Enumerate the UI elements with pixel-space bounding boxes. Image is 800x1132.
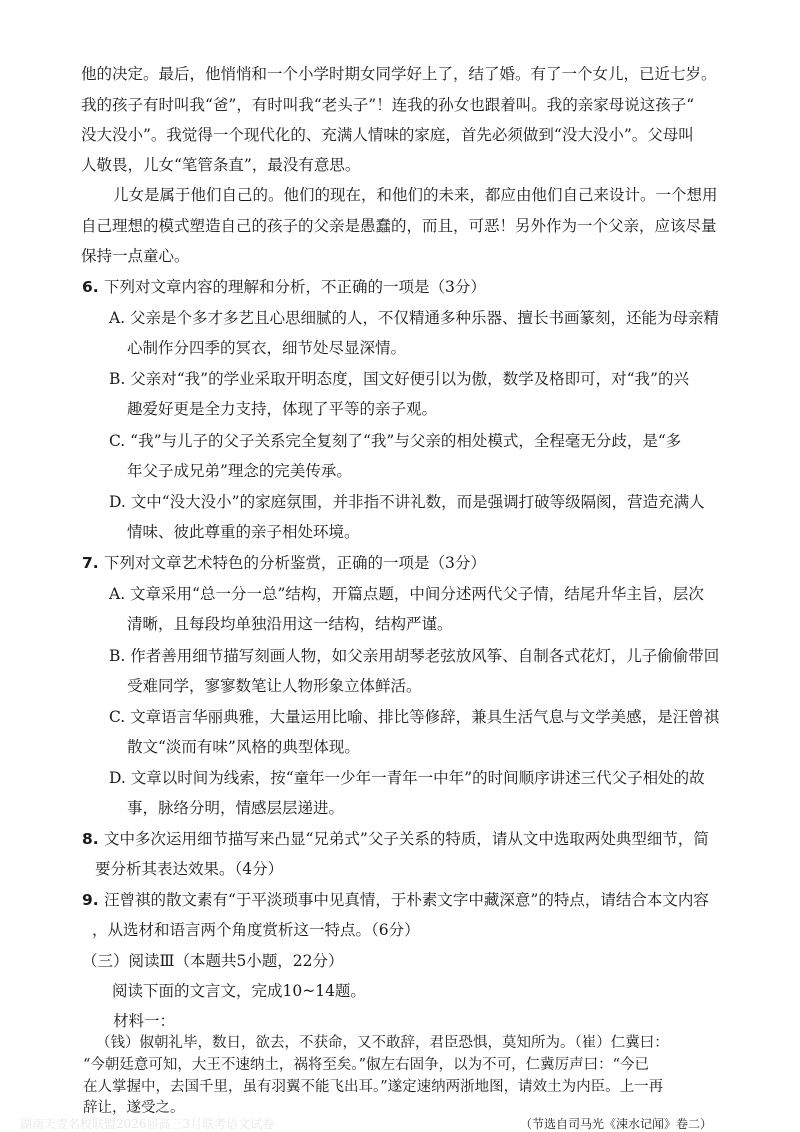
option-d: D. 文中“没大没小”的家庭氛围，并非指不讲礼数，而是强调打破等级隔阂，营造充满人 xyxy=(109,493,705,511)
question-stem: 下列对文章内容的理解和分析，不正确的一项是（3分） xyxy=(104,278,486,296)
option-b: B. 父亲对“我”的学业采取开明态度，国文好便引以为傲，数学及格即可，对“我”的兴 xyxy=(109,370,689,388)
question-stem: 下列对文章艺术特色的分析鉴赏，正确的一项是（3分） xyxy=(104,554,486,572)
option-d-cont: 事，脉络分明，情感层层递进。 xyxy=(127,799,345,817)
passage-line: 儿女是属于他们自己的。他们的现在，和他们的未来，都应由他们自己来设计。一个想用 xyxy=(113,186,718,204)
material-label: 材料一： xyxy=(113,1012,176,1030)
option-b-cont: 受难同学，寥寥数笔让人物形象立体鲜活。 xyxy=(127,677,422,695)
material-line: 辞让，遂受之。 xyxy=(83,1100,185,1116)
question-number: 8. xyxy=(82,830,99,848)
question-text: 汪曾祺的散文素有“于平淡琐事中见真情，于朴素文字中藏深意”的特点，请结合本文内容 xyxy=(104,891,709,909)
option-c-cont: 年父子成兄弟”理念的完美传承。 xyxy=(127,462,352,480)
material-line: 在人掌握中，去国千里，虽有羽翼不能飞出耳。”遂定速纳两浙地图，请效土为内臣。上一再 xyxy=(83,1079,664,1095)
option-d-cont: 情味、彼此尊重的亲子相处环境。 xyxy=(127,523,360,541)
question-text-cont: 要分析其表达效果。（4分） xyxy=(95,860,284,878)
option-c-cont: 散文“淡而有味”风格的典型体现。 xyxy=(127,738,360,756)
question-text: 文中多次运用细节描写来凸显“兄弟式”父子关系的特质，请从文中选取两处典型细节，简 xyxy=(104,830,709,848)
section-title: （三）阅读Ⅲ（本题共5小题，22分） xyxy=(82,952,344,970)
question-number: 6. xyxy=(82,278,99,296)
passage-line: 自己理想的模式塑造自己的孩子的父亲是愚蠢的，而且，可恶！另外作为一个父亲，应该尽量 xyxy=(81,217,717,235)
option-b-cont: 趣爱好更是全力支持，体现了平等的亲子观。 xyxy=(127,400,438,418)
option-c: C. “我”与儿子的父子关系完全复刻了“我”与父亲的相处模式，全程毫无分歧，是“多 xyxy=(109,432,682,450)
passage-line: 没大没小”。我觉得一个现代化的、充满人情味的家庭，首先必须做到“没大没小”。父母叫 xyxy=(81,126,694,144)
option-a: A. 文章采用“总一分一总”结构，开篇点题，中间分述两代父子情，结尾升华主旨，层次 xyxy=(109,585,704,603)
passage-line: 我的孩子有时叫我“爸”，有时叫我“老头子”！连我的孙女也跟着叫。我的亲家母说这孩子“ xyxy=(81,96,695,114)
passage-line: 人敬畏，儿女“笔管条直”，最没有意思。 xyxy=(81,156,361,174)
option-b: B. 作者善用细节描写刻画人物，如父亲用胡琴老弦放风筝、自制各式花灯，儿子偷偷带回 xyxy=(109,647,720,665)
option-c: C. 文章语言华丽典雅，大量运用比喻、排比等修辞，兼具生活气息与文学美感，是汪曾祺 xyxy=(109,708,720,726)
question-number: 9. xyxy=(82,891,99,909)
question-number: 7. xyxy=(82,554,99,572)
option-a: A. 父亲是个多才多艺且心思细腻的人，不仅精通多种乐器、擅长书画篆刻，还能为母亲精 xyxy=(109,309,720,327)
question-text-cont: ，从选材和语言两个角度赏析这一特点。（6分） xyxy=(92,921,420,939)
footer-watermark: 湖南天壹名校联盟2026届高三3月联考语文试卷 xyxy=(20,1117,275,1131)
source-citation: （节选自司马光《涑水记闻》卷二） xyxy=(520,1117,713,1131)
passage-line: 保持一点童心。 xyxy=(81,247,190,265)
material-line: （钱）俶朝礼毕，数日，欲去，不获命，又不敢辞，君臣恐惧，莫知所为。（崔）仁冀曰： xyxy=(96,1035,669,1051)
option-a-cont: 清晰，且每段均单独沿用这一结构，结构严谨。 xyxy=(127,615,453,633)
option-d: D. 文章以时间为线索，按“童年一少年一青年一中年”的时间顺序讲述三代父子相处的故 xyxy=(109,769,705,787)
material-line: “今朝廷意可知，大王不速纳土，祸将至矣。”俶左右固争，以为不可，仁冀厉声曰：“今已 xyxy=(83,1057,649,1073)
passage-line: 他的决定。最后，他悄悄和一个小学时期女同学好上了，结了婚。有了一个女儿，已近七岁。 xyxy=(81,65,717,83)
section-instruction: 阅读下面的文言文，完成10~14题。 xyxy=(112,982,366,1000)
option-a-cont: 心制作分四季的冥衣，细节处尽显深情。 xyxy=(127,339,407,357)
